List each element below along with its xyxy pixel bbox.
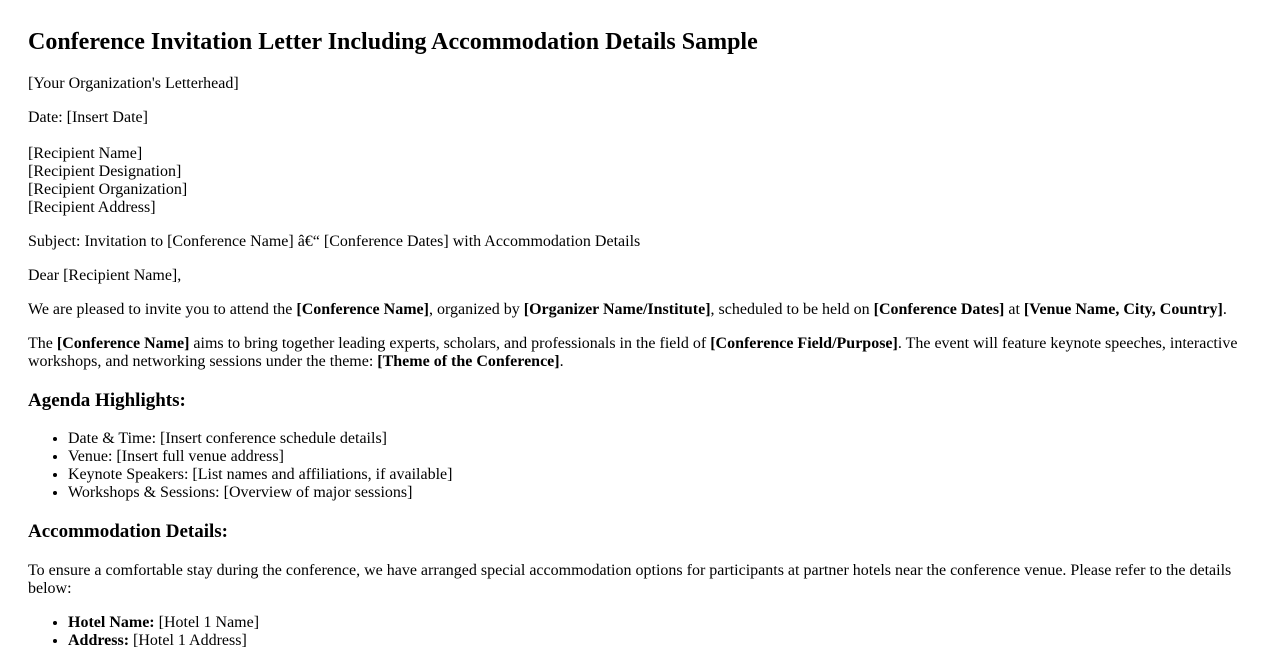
para1-dates: [Conference Dates] bbox=[873, 301, 1005, 318]
hotel-address-value: [Hotel 1 Address] bbox=[129, 632, 247, 649]
para2-field: [Conference Field/Purpose] bbox=[710, 335, 898, 352]
agenda-heading: Agenda Highlights: bbox=[28, 390, 186, 411]
para1-conference-name: [Conference Name] bbox=[296, 301, 429, 318]
recipient-organization: [Recipient Organization] bbox=[28, 181, 188, 198]
para1-text-3: , scheduled to be held on bbox=[710, 301, 874, 318]
recipient-name: [Recipient Name] bbox=[28, 145, 143, 162]
list-item bbox=[68, 632, 1250, 650]
para1-text-1: We are pleased to invite you to attend the bbox=[28, 301, 297, 318]
subject-line: Subject: Invitation to [Conference Name] â€“ [Conference Dates] with Accommodation Details bbox=[28, 233, 641, 250]
list-item: • Date & Time: [Insert conference schedule details] bbox=[68, 430, 1250, 448]
para1-text-4: at bbox=[1004, 301, 1024, 318]
accommodation-heading: Accommodation Details: bbox=[28, 521, 228, 542]
recipient-address: [Recipient Address] bbox=[28, 199, 156, 216]
purpose-paragraph bbox=[28, 335, 1250, 371]
para1-organizer: [Organizer Name/Institute] bbox=[523, 301, 711, 318]
accommodation-intro: To ensure a comfortable stay during the conference, we have arranged special accommodation options for participants at partner hotels near the conference venue. Please refer to the details below: bbox=[28, 562, 1232, 597]
list-item bbox=[68, 614, 1250, 632]
para1-venue: [Venue Name, City, Country] bbox=[1023, 301, 1223, 318]
para2-text-1: The bbox=[28, 335, 57, 352]
page-title: Conference Invitation Letter Including Accommodation Details Sample bbox=[28, 29, 758, 55]
recipient-block bbox=[28, 145, 1250, 217]
date-line: Date: [Insert Date] bbox=[28, 109, 148, 126]
list-item: • Keynote Speakers: [List names and affiliations, if available] bbox=[68, 466, 1250, 484]
para2-text-2: aims to bring together leading experts, scholars, and professionals in the field of bbox=[189, 335, 711, 352]
list-item: • Venue: [Insert full venue address] bbox=[68, 448, 1250, 466]
hotel-name-value: [Hotel 1 Name] bbox=[154, 614, 260, 631]
salutation: Dear [Recipient Name], bbox=[28, 267, 182, 284]
para2-text-3: . The event will feature keynote speeches, interactive workshops, and networking sessions under the theme: bbox=[28, 335, 1238, 370]
para2-theme: [Theme of the Conference] bbox=[377, 353, 560, 370]
letterhead-placeholder: [Your Organization's Letterhead] bbox=[28, 75, 239, 92]
recipient-designation: [Recipient Designation] bbox=[28, 163, 182, 180]
hotel-address-label: Address: bbox=[68, 632, 130, 649]
hotel-name-label: Hotel Name: bbox=[68, 614, 155, 631]
para1-text-2: , organized by bbox=[428, 301, 524, 318]
agenda-list bbox=[28, 430, 1250, 502]
invitation-paragraph bbox=[28, 301, 1250, 319]
para2-text-4: . bbox=[559, 353, 564, 370]
para1-text-5: . bbox=[1222, 301, 1227, 318]
accommodation-list bbox=[28, 614, 1250, 650]
para2-conference-name: [Conference Name] bbox=[56, 335, 190, 352]
list-item: • Workshops & Sessions: [Overview of major sessions] bbox=[68, 484, 1250, 502]
